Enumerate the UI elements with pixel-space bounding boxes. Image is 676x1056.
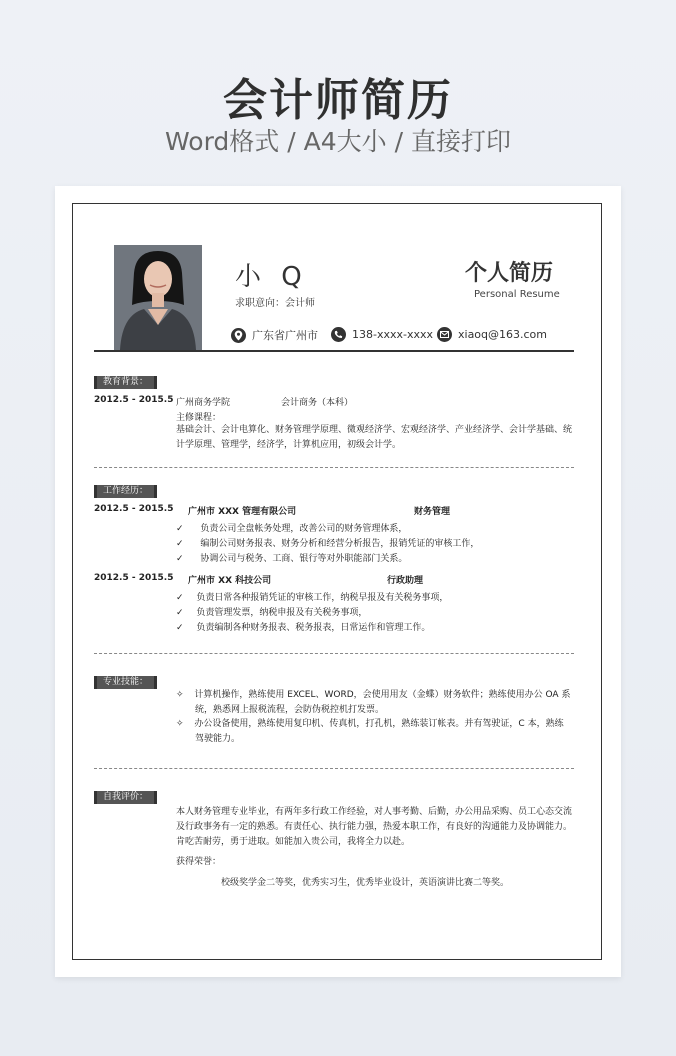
location-pin-icon (231, 328, 246, 343)
profile-photo (114, 245, 202, 350)
list-item: ✓ 负责公司全盘帐务处理，改善公司的财务管理体系， (176, 524, 408, 534)
check-icon: ✓ (176, 539, 184, 549)
check-icon: ✓ (176, 593, 184, 603)
list-item: ✧ 计算机操作，熟练使用 EXCEL、WORD，会使用用友（金蝶）财务软件；熟练使用办公 OA 系 (176, 690, 571, 700)
list-item: ✓ 负责管理发票，纳税申报及有关税务事项， (176, 608, 368, 618)
resume-paper (55, 186, 621, 977)
portrait-image (114, 245, 202, 350)
banner-title: 会计师简历 (223, 75, 453, 126)
banner-subtitle: Word格式 / A4大小 / 直接打印 (165, 127, 511, 156)
job-1-company: 广州市 XXX 管理有限公司 (188, 507, 297, 517)
honors-label: 获得荣誉： (176, 857, 222, 867)
resume-subtitle: Personal Resume (474, 289, 560, 300)
check-icon: ✓ (176, 608, 184, 618)
job-1-date: 2012.5 - 2015.5 (94, 504, 174, 514)
section-divider (94, 768, 574, 769)
applicant-name: 小 Q (235, 262, 308, 292)
contact-phone (331, 327, 433, 342)
list-item: ✓ 负责日常各种报销凭证的审核工作，纳税早报及有关税务事项， (176, 593, 449, 603)
list-item: ✓ 负责编制各种财务报表、税务报表，日常运作和管理工作。 (176, 623, 431, 633)
skill-1-line-2: 统，熟悉网上报税流程，会防伪税控机打发票。 (195, 705, 385, 715)
diamond-bullet-icon: ✧ (176, 690, 184, 700)
location-text: 广东省广州市 (252, 329, 318, 342)
job-2-position: 行政助理 (387, 576, 424, 586)
job-2-date: 2012.5 - 2015.5 (94, 573, 174, 583)
skill-2-line-2: 驾驶能力。 (195, 734, 241, 744)
section-label-work: 工作经历： (94, 485, 157, 498)
section-divider (94, 653, 574, 654)
job-2-company: 广州市 XX 科技公司 (188, 576, 272, 586)
phone-icon (331, 327, 346, 342)
job-1-position: 财务管理 (414, 507, 451, 517)
diamond-bullet-icon: ✧ (176, 719, 184, 729)
section-label-self: 自我评价： (94, 791, 157, 804)
job-objective: 求职意向：会计师 (235, 298, 315, 309)
email-text: xiaoq@163.com (458, 328, 548, 341)
list-item: ✓ 协调公司与税务、工商、银行等对外职能部门关系。 (176, 554, 408, 564)
section-label-skills: 专业技能： (94, 676, 157, 689)
self-line-2: 及行政事务有一定的熟悉。有责任心、执行能力强，热爱本职工作，有良好的沟通能力及协调能力。 (176, 822, 573, 832)
section-divider (94, 467, 574, 468)
courses-line-1: 基础会计、会计电算化、财务管理学原理、微观经济学、宏观经济学、产业经济学、会计学基础、统 (176, 425, 573, 435)
contact-email (437, 327, 547, 342)
check-icon: ✓ (176, 623, 184, 633)
resume-title: 个人简历 (465, 261, 554, 286)
contact-location (231, 327, 318, 343)
email-icon (437, 327, 452, 342)
list-item: ✧ 办公设备使用，熟练使用复印机、传真机，打孔机，熟练装订帐表。并有驾驶证，C 本，熟练 (176, 719, 564, 729)
courses-line-2: 计学原理、管理学，经济学，计算机应用，初级会计学。 (176, 440, 402, 450)
check-icon: ✓ (176, 524, 184, 534)
honors-text: 校级奖学金二等奖，优秀实习生，优秀毕业设计，英语演讲比赛二等奖。 (221, 878, 510, 888)
education-date: 2012.5 - 2015.5 (94, 395, 174, 405)
phone-text: 138-xxxx-xxxx (352, 328, 434, 341)
check-icon: ✓ (176, 554, 184, 564)
header-divider (94, 350, 574, 352)
self-line-1: 本人财务管理专业毕业，有两年多行政工作经验，对人事考勤、后勤，办公用品采购、员工心态交流 (176, 807, 573, 817)
list-item: ✓ 编制公司财务报表、财务分析和经营分析报告，报销凭证的审核工作， (176, 539, 480, 549)
education-major: 会计商务（本科） (281, 398, 354, 408)
education-school: 广州商务学院 (176, 398, 231, 408)
courses-label: 主修课程： (176, 413, 222, 423)
self-line-3: 肯吃苦耐劳，勇于进取。如能加入贵公司，我将全力以赴。 (176, 837, 411, 847)
section-label-education: 教育背景： (94, 376, 157, 389)
